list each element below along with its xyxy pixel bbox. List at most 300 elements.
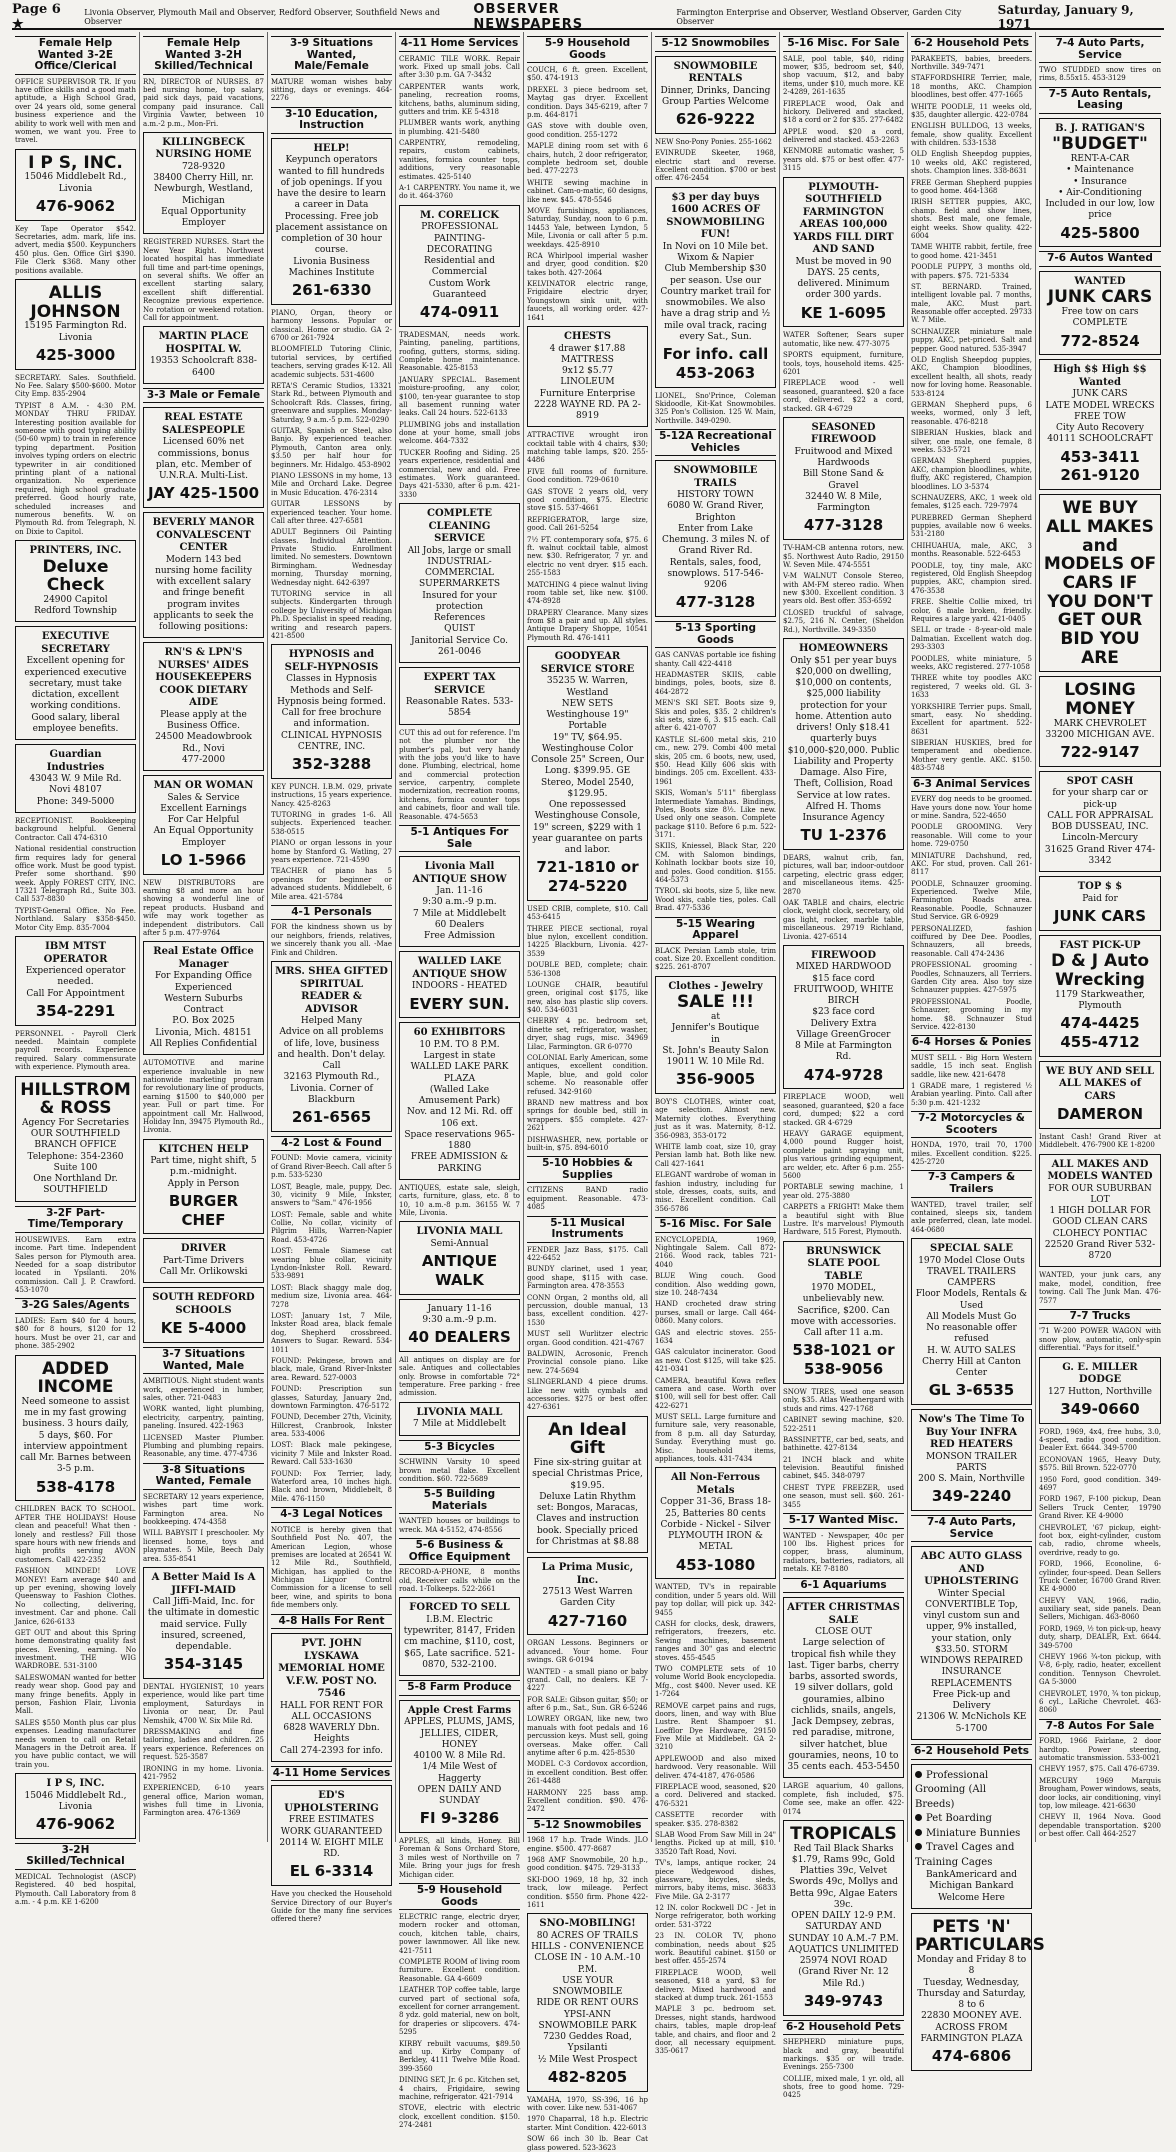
classified-ad: COUCH, 6 ft. green. Excellent, $50. 474-1913 [527,66,648,83]
classified-ad: NEW DISTRIBUTORS are earning $8 and more an hour showing a wonderful line of repeat products. Husband and wife may work together as independent distributors. Call after 5 p.m. 477-9764 [143,878,264,938]
display-ad-line: Only $51 per year buys $20,000 on dwelling, $10,000 on contents, $25,000 liability protection for your home. Attention auto drivers! Only $18.41 quarterly buys $10,000-$20,000. Public Liability and Property Damage. Also Fire, Theft, Collision, Road Service at low rates. [787,655,900,801]
classified-ad: YORKSHIRE Terrier pups. Small, smart, easy. No shedding. Excellent for apartment. 522-8631 [911,702,1032,736]
display-ad-subhead: HYPNOSIS and SELF-HYPNOSIS [284,649,379,673]
display-ad-line: CLOSE IN - 10 A.M.-10 P.M. [534,1953,641,1975]
classified-ad: SPORTS equipment, furniture, tools, toys, household items. 425-6201 [783,351,904,376]
display-ad-line: Free Pick-up and Delivery [932,1689,1011,1712]
classified-ad: POODLE PUPPY, 3 months old, with papers. $75. 721-5334 [911,263,1032,280]
classified-ad: FOR the kindness shown us by our neighbors, friends, relatives, we sincerely thank you all. -Mae Fink and Children. [271,923,392,957]
classified-ad: LOST, Beagle, male, puppy, Dec. 30, vicinity 9 Mile, Inkster, answers to "Sam." 476-1956 [271,1182,392,1208]
classified-ad: 1950 Ford, good condition. 349-4697 [1039,1475,1161,1492]
display-ad-line: FRUITWOOD, WHITE BIRCH [793,984,894,1007]
display-ad-line: Must be moved in 90 DAYS. 25 cents, delivered. Minimum order 300 yards. [795,256,892,301]
classified-ad: FORD, 1966 Fairlane, 2 door hardtop. Power steering, automatic transmission. 533-0021 [1039,1737,1161,1763]
classified-ad: SCHNAUZERS, AKC, 1 week old females, $125 each. 729-7974 [911,493,1032,511]
classified-ad: CHIHUAHUA, male, AKC, 3 months. Reasonable. 522-6453 [911,541,1032,559]
classified-ad: GAS and electric stoves. 255-1634 [655,1328,776,1345]
classified-ad: MUST SELL - Big Horn Western saddle, 15 inch seat. English saddle, like new. 421-6478 [911,1053,1032,1079]
display-ad-phone: JUNK CARS [1053,906,1147,925]
display-ad-line: Red Tail Black Sharks $1.79, Rams 99c, Gold Platties 39c, Velvet Swords 49c, Mollys and Betta 99c, Algae Eaters 39c. [789,1843,898,1910]
classified-ad: EVERY dog needs to be groomed. Have yours done now. Your home or mine. Sandra, 522-4650 [911,795,1032,820]
display-ad-line: 1179 Starkweather, Plymouth [1055,989,1145,1011]
classified-ad: GUITAR LESSONS by experienced teacher. Your home. Call after three. 427-6581 [271,500,392,525]
classified-ad: CABINET sewing machine, $20. 522-2511 [783,1416,904,1433]
display-ad-box [783,417,904,540]
classified-ad: LEATHER TOP coffee table, large curved part of sectional sofa, excellent for corner arrangement. 8 ydz. gold material, new on bolt, for draperies or slipcovers. 474-5295 [399,1986,520,2037]
display-ad-line: Insurance Agency [802,813,885,824]
display-ad-subhead: SOUTH REDFORD SCHOOLS [152,1292,255,1316]
display-ad-line: Janitorial Service Co. [411,635,508,646]
display-ad-phone: 427-7160 [547,1611,628,1630]
classified-ad: PIANO, Organ, theory or harmony lessons. Popular or classical. Home or studio. GA 2-6700 or 261-7924 [271,308,392,343]
classified-ad: TYPIST-General Office. No Fee. Northland. Salary $358-$450. Motor City Emp. 835-7004 [15,906,136,932]
classified-ad: LIONEL, Sno'Prince, Coleman Skidoodle, Kit-Kat Snowmobiles. 325 Pon's Collision. 125 W. Main, Northville. 349-0290. [655,391,776,425]
classified-ad: TUTORING service in all subjects. Kindergarten through college by University of Michigan Ph.D. Specialist in speed reading, writing and research papers. 421-8500 [271,590,392,640]
display-ad-phone: 354-3145 [163,1655,244,1674]
display-ad-box [655,976,776,1094]
classified-ad: THREE PIECE sectional, royal blue nylon, excellent condition. 14225 Blackburn, Livonia. 427-3539 [527,924,648,958]
classified-ad: SALE, pool table, $40, riding mower, $35, bedroom set, $40, shop vacuum, $12, and baby items, under $10, much more. KE 2-4289, 261-1635 [783,54,904,97]
display-ad-phone: BURGER CHEF [168,1191,239,1229]
classified-ad: RCA Whirlpool imperial washer and dryer, good condition. $20 takes both. 427-2064 [527,251,648,277]
classified-ad: MAPLE 3 pc. bedroom set. Dresses, night stands, hardwood chairs, tables, maple drop-leaf table, and chairs, and floor and 2 door, all necessary equipment. 335-0617 [655,2005,776,2056]
classified-ad: GERMAN Shepherd pups, 6 weeks, wormed, only 3 left, reasonable. 476-8218 [911,401,1032,426]
display-ad-box [15,279,136,370]
classified-ad: WHITE lamb coat, size 10, gray Persian lamb hat. Both like new. Call 427-1641 [655,1142,776,1168]
classified-ad: GERMAN Shepherd puppies, AKC, champion bloodlines, white, fluffy, AKC registered, Champion bloodlines. LO 3-5374 [911,457,1032,491]
display-ad-line: Alfred H. Thoms [806,801,881,812]
display-ad-subhead: Apple Crest Farms [407,1704,512,1716]
classified-ad: AMBITIOUS. Night student wants work, experienced in lumber, sales, other. 721-0483 [143,1377,264,1403]
classified-column [652,32,780,2056]
display-ad-phone: 261-6330 [291,281,372,300]
display-ad-line: Experienced [174,982,233,993]
display-ad-phone: 721-1810 or 274-5220 [536,858,639,896]
display-ad-box [399,1022,520,1180]
classified-ad: WANTED, travel trailer, self contained, sleeps six, tandem axle preferred, clean, late model. 464-0680 [911,1200,1032,1234]
publications-right: Farmington Enterprise and Observer, Westland Observer, Garden City Observer [676,8,962,26]
classified-ad: EXPERIENCED, 6-10 years general office, Marion woman, wishes full time in Livonia, Farmington area. 476-1369 [143,1784,264,1818]
display-ad-subhead: SNOWMOBILE RENTALS [673,60,758,85]
display-ad-line: Livonia Business Machines Institute [288,256,375,278]
classified-column [396,32,524,2130]
display-ad-line: Call For Appointment [26,988,125,999]
classified-ad: CHILDREN BACK TO SCHOOL. AFTER THE HOLIDAYS! House clean and peaceful! What then - lonely and restless? Fill those spare hours with new friends and high profits serving AVON customers. Call 422-2352 [15,1505,136,1564]
section-heading: 7-4 Auto Parts, Service [1039,36,1161,63]
section-heading: 5-16 Misc. For Sale [783,36,904,52]
classified-ad: REGISTERED NURSES. Start the New Year Right. Northwest located hospital has immediate full time and part-time openings, on several shifts. We offer an excellent starting salary, excellent shift differential. Recognize previous experience. No rotation or weekend rotation. Call for appointment. [143,238,264,322]
display-ad-box [399,951,520,1018]
display-ad-line: FREE ESTIMATES [288,1815,375,1826]
classified-ad: RN, DIRECTOR of NURSES. 87 bed nursing home, top salary, paid sick days, paid vacations, company paid insurance. Call Virginia Vawter, between 10 a.m.-2 p.m., Mon-Fri. [143,77,264,128]
display-ad-line: Semi-Annual [430,1238,489,1249]
display-ad-phone: 354-2291 [35,1001,116,1020]
display-ad-line: INDUSTRIAL-COMMERCIAL SUPERMARKETS [418,556,501,590]
classified-columns [12,32,1164,2152]
display-ad-subhead: RN'S & LPN'S NURSES' AIDES HOUSEKEEPERS COOK DIETARY AIDE [155,647,252,709]
classified-ad: LOST: Female Siamese cat wearing blue collar, vicinity Lyndon-Inkster Roll. Reward. 533-9891 [271,1247,392,1281]
classified-ad: BLACK Persian Lamb stole, trim coat. Size 20. Excellent condition. $225. 261-8707 [655,946,776,972]
display-ad-box [271,138,392,305]
display-ad-line: 728-9320 [181,161,226,172]
display-ad-line: MIXED HARDWOOD [795,962,892,973]
classified-ad: IRISH SETTER puppies, AKC, champ. field and show lines, shots. Best male, one female, eight weeks. Show quality. 422-6004 [911,198,1032,240]
display-ad-subhead: Real Estate Office Manager [153,946,254,970]
display-ad-subhead: AFTER CHRISTMAS SALE [787,1602,900,1626]
classified-ad: SKIIS, Kniessel, Black Star, 220 CM. with Salomon bindings, Kohlnath lockbar boots size 10, and poles. Good condition. $155. 464-5373 [655,842,776,885]
classified-ad: GAS calculator incinerator. Good as new. Cost $125, will take $25. 421-0341 [655,1348,776,1374]
classified-column [1036,32,1164,1842]
classified-ad: CLOSED truckful of salvage, $2.75, 216 N. Center, (Sheldon Rd.), Northville. 349-3350 [783,608,904,634]
display-ad-line: Call Mr. Orlikowski [159,1267,248,1278]
classified-ad: SECRETARY 12 years experience, wishes part time work. Farmington area. No bookkeeping. 474-4358 [143,1492,264,1527]
display-ad-box [399,856,520,947]
classified-ad: 7½ FT. contemporary sofa, $75. 6 ft. walnut cocktail table, almost new. $30. Refrigerator, 7 yr. and electric no vent dryer. $15 each. 255-1583 [527,535,648,578]
display-ad-phone: 40 DEALERS [408,1328,511,1347]
display-ad-subhead: MAN OR WOMAN [153,780,254,792]
classified-ad: FORD 1967, F-100 pickup, Dean Sellers Truck Center, 19790 Grand River. KE 4-9000 [1039,1495,1161,1521]
display-ad-subhead: Clothes - Jewelry [668,980,763,992]
display-ad-line: Advice on all problems of life, love, business and health. Don't delay. Call [277,1027,386,1072]
classified-ad: WILL BABYSIT I preschooler. My licensed home, toys and playmates. 5 Mile, Beech Daly area. 535-8541 [143,1529,264,1563]
display-ad-phone: 626-9222 [675,110,756,129]
display-ad-headline: JUNK CARS [1047,287,1153,308]
classified-ad: FOUND, December 27th, Vicinity, Hillcrest, Cranbrook, Inkster area. 533-4006 [271,1413,392,1439]
display-ad-line: Lincoln-Mercury [1062,833,1138,844]
classified-ad: CHEVROLET, '67 pickup, eight-foot box, eight-cylinder, custom cab, radio, chrome wheels, overdrive, ready to go. [1039,1523,1161,1557]
display-ad-line: • Maintenance [1066,165,1134,176]
display-ad-line: • Insurance [1073,176,1127,187]
display-ad-line: Residential and Commercial [423,256,495,278]
classified-ad: TRADESMAN, needs work. Painting, paneling, partitions, roofing, gutters, storms, siding. Complete home maintenance. Reasonable. 425-8153 [399,330,520,373]
display-ad-phone: 482-8205 [547,2067,628,2086]
display-ad-line: OPEN DAILY 12-9 P.M. [791,1911,896,1922]
display-ad-line: QUIST [444,624,475,635]
display-ad-line: at [711,1012,720,1023]
classified-ad: NOTICE is hereby given that Southfield Post No. 407, the American Legion, whose premises are located at 26541 W. 12 Mile Rd., Southfield, Michigan, has applied to the Michigan Liquor Control Commission for a license to sell beer, wine, and spirits to bona fide members only. [271,1525,392,1610]
display-ad-phone: 453-3411 261-9120 [1060,447,1140,485]
display-ad-box [783,177,904,328]
display-ad-line: LINOLEUM [560,377,615,388]
bullet-icon [915,1829,922,1836]
classified-ad: FIREPLACE WOOD, well seasoned, $18 a yard, $3 for delivery. Mixed hardwood and stacked at dump truck. 261-1553 [655,1968,776,2002]
display-ad-line: Club Membership $30 per season. Use our Country market trail for snowmobiles. We also have a drag strip and ½ mile oval track, racing every Sat., Sun. [660,264,771,342]
classified-ad: LOST: Black shaggy male dog, medium size, Livonia area. 464-7278 [271,1283,392,1309]
pets-service-item: Pet Boarding [915,1812,1028,1827]
section-heading: 3-2G Sales/Agents [15,1298,136,1314]
section-heading: 6-2 Household Pets [911,1744,1032,1760]
classified-ad: A-1 CARPENTRY. You name it, we do it. 464-3760 [399,184,520,201]
display-ad-box [15,149,136,221]
display-ad-line: 2228 WAYNE RD. PA 2-8919 [534,399,641,422]
display-ad-box [399,667,520,725]
classified-ad: SKI-DOO 1969, 18 hp, 32 inch track, low mileage. Perfect condition. $550 firm. Phone 422-1611 [527,1875,648,1910]
display-ad-line: CLOSE OUT [815,1627,872,1638]
classified-ad: AUTOMOTIVE and marine experience invaluable in new nationwide marketing program for revolutionary line of products, earning $1500 to $40,000 per year. Full or part time. For appointment call Mr. Hallwood, Holiday Inn, 39475 Plymouth Rd., Livonia. [143,1059,264,1135]
display-ad-line: Agency For Secretaries [22,1117,129,1128]
classified-ad: DREXEL 3 piece bedroom set, Maytag gas dryer. Excellent condition. Days 345-6219, after 7 p.m. 464-8171 [527,85,648,120]
classified-ad: COLONIAL Early American, some antiques, excellent condition. Maple, blue, and gold color scheme. No reasonable offer refused. 342-9160 [527,1054,648,1096]
display-ad-line: 40111 SCHOOLCRAFT [1047,434,1153,445]
display-ad-line: P.O. Box 2025 [172,1016,235,1027]
publications-left: Livonia Observer, Plymouth Mail and Observer, Redford Observer, Southfield News and Observer [84,8,441,26]
display-ad-line: Tuesday, Wednesday, Thursday and Saturday, 8 to 6 [917,1977,1026,2011]
classified-ad: MODEL C-3 Cordovox accordion, in excellent condition. Best offer. 261-4488 [527,1760,648,1786]
classified-ad: SELL or trade - 8-year-old male Dalmatian. Excellent watch dog. 293-3303 [911,626,1032,652]
display-ad-box [399,1402,520,1436]
display-ad-line: AQUATICS UNLIMITED [788,1944,899,1955]
classified-ad: MEDICAL Technologist (ASCP) Registered. 40 bed hospital, Plymouth. Call Laboratory from 8 a.m. - 4 p.m. KE 1-6200 [15,1873,136,1907]
classified-ad: EVINRUDE Skeeter, 1968, electric start and reverse. Excellent condition. $700 or best offer. 476-2454 [655,149,776,183]
display-ad-line: $23 face cord [812,1007,875,1018]
display-ad-box [1039,935,1161,1057]
display-ad-box [1039,876,1161,931]
display-ad-subhead: FORCED TO SELL [409,1602,510,1614]
display-ad-subhead: All Non-Ferrous Metals [670,1472,761,1496]
display-ad-box [15,936,136,1026]
classified-ad: COLLIE, mixed male, 1 yr. old, all shots, free to good home. 729-0425 [783,2074,904,2100]
display-ad-subhead: PLYMOUTH-SOUTHFIELD FARMINGTON AREAS 100,000 YARDS FILL DIRT AND SAND [793,181,894,256]
section-heading: 5-8 Farm Produce [399,1680,520,1696]
classified-ad: PERSONALIZED, fashion coiffured by Dee Dee. Poodles, Schnauzers, all breeds, reasonable. Call 474-2436 [911,924,1032,958]
classified-ad: ST. BERNARD. Trained, intelligent lovable pal. 7 months, male, AKC. Must part. Reasonable offer accepted. 29733 W. 7 Mile. [911,282,1032,325]
classified-ad: OAK TABLE and chairs, electric clock, weight clock, secretary, old gas light, rocker, marble table, miscellaneous. 29719 Richland, Livonia. 427-6514 [783,899,904,941]
display-ad-line: 24500 Meadowbrook Rd., Novi [155,732,252,754]
classified-ad: CHEVROLET, 1970, ¾ ton pickup, 6 cyl., LaRiche Chevrolet. 463-8060 [1039,1689,1161,1715]
display-ad-subhead: TOP $ $ [1077,881,1123,893]
display-ad-box [527,1416,648,1553]
classified-ad: PROFESSIONAL Poodle, Schnauzer, grooming in my home. $8. Schnauzer Stud Service. 422-8130 [911,997,1032,1031]
classified-ad: ENGLISH BULLDOG, 13 weeks, female, show quality. Excellent with children. 533-1538 [911,122,1032,148]
classified-ad: GAS stove with double oven, good condition. 255-1272 [527,122,648,139]
display-ad-line: CLINICAL HYPNOSIS CENTRE, INC. [280,730,383,752]
section-heading: 3-7 Situations Wanted, Male [143,1347,264,1374]
display-ad-line: Call 274-2393 for info. [280,1745,383,1756]
display-ad-box [911,1238,1032,1405]
pets-tagline: BankAmericard and Michigan Bankard Welcome Here [925,1870,1018,1903]
classified-ad: CHEVY 1966 ¾-ton pickup, with V-8, 6-ply, radio, heater, excellent condition. Tennyson Chevrolet. GA 5-3000 [1039,1653,1161,1687]
classified-ad: DENTAL HYGIENIST, 10 years experience, would like part time employment, Saturdays in Livonia or near, Dr. Paul Nemshik, 4700 W. Six Mile Rd. [143,1683,264,1725]
section-heading: 3-8 Situations Wanted, Female [143,1463,264,1490]
classified-ad: TYPIST 8 A.M. - 4:30 P.M. MONDAY THRU FRIDAY. Interesting position available for someone with good typing ability (50-60 wpm) to train in reference typing department. Position involves typing orders on electric typewriter in air conditioned printing plant of a national organization. No experience required, high school graduate preferred. Good hourly rate, scheduled increases and numerous benefits. W. on Plymouth Rd. from Telegraph, N. on Dixie to Capitol. [15,401,136,536]
display-ad-headline: I P S, INC. [28,152,123,173]
display-ad-line: ACROSS FROM FARMINGTON PLAZA [920,2022,1023,2044]
section-heading: 6-2 Household Pets [911,36,1032,52]
display-ad-line: TRAVEL TRAILERS [926,1266,1017,1277]
classified-ad: ORGAN Lessons. Beginners or advanced. Your home. Four swings. GR 6-0194 [527,1639,648,1665]
display-ad-line: Excellent Earnings [160,803,247,814]
display-ad-phone: 261-6565 [291,1108,372,1127]
classified-ad: TV-HAM-CB antenna rotors, new. $5. Northwest Auto Radio, 29150 W. Seven Mile. 474-5551 [783,544,904,569]
classified-ad: MATCHING 4 piece walnut living room table set, like new. $100. 474-8928 [527,580,648,606]
section-heading: 5-17 Wanted Misc. [783,1513,904,1529]
classified-ad: PORTABLE sewing machine, 1 year old. 275-3880 [783,1183,904,1200]
display-ad-line: Please apply at the Business Office. [160,709,247,732]
section-heading: 4-11 Home Services [399,36,520,52]
classified-ad: PIANO LESSONS in my home, 13 Mile and Orchard Lake. Degree in Music Education. 476-2314 [271,471,392,497]
classified-ad: OFFICE SUPERVISOR TR. If you have office skills and a good math aptitude, a High School Grad, over 24 years old, some general business experience and the ability to work well with men and women, we want you. Free to travel. [15,77,136,145]
classified-column [524,32,652,2152]
display-ad-line: PLYMOUTH IRON & METAL [668,1531,763,1553]
display-ad-box [655,187,776,388]
display-ad-line: Rentals, sales, food, snowplows. 517-546-9206 [667,557,764,591]
display-ad-phone: EL 6-3314 [289,1862,374,1881]
display-ad-box [143,512,264,638]
section-heading: 3-3 Male or Female [143,388,264,404]
classified-ad: FREE German Shepherd puppies to good home. 464-1368 [911,178,1032,196]
display-ad-line: 19011 W. 10 Mile Rd. [666,1057,765,1068]
display-ad-line: Classes in Hypnosis Methods and Self-Hypnosis being formed. Call for free brochure and information. [277,674,386,730]
display-ad-headline: Deluxe Check [42,556,109,596]
display-ad-box [1039,359,1161,490]
classified-ad: FORD, 1969, ½ ton pick-up, heavy duty, sharp, DEALER, Ext. 6644. 349-5700 [1039,1624,1162,1650]
display-ad-line: Delivery Extra [810,1018,877,1029]
display-ad-line: Fruitwood and Mixed Hardwoods [794,446,893,469]
classified-ad: FREE. Sheltie Collie mixed, tri color, 6 male broken, friendly. Requires a large yard. 421-0405 [911,598,1032,623]
section-heading: 3-2F Part-Time/Temporary [15,1206,136,1233]
classified-ad: MUST sell Wurlitzer electric organ. Good condition. 421-4767 [527,1330,648,1347]
display-ad-line: FREE ADMISSION & PARKING [410,1152,509,1174]
display-ad-line: Largest in state [423,1051,496,1062]
display-ad-line: Licensed 60% net commissions, bonus plan, etc. Member of U.N.R.A. Multi-List. [155,437,252,482]
classified-ad: MINIATURE Dachshund, red, AKC. For stud, proven. Call 261-8117 [911,851,1032,877]
classified-ad: MATURE woman wishes baby sitting, days or evenings. 464-2276 [271,77,392,103]
display-ad-subhead: La Prima Music, Inc. [541,1562,634,1586]
display-ad-box [15,1076,136,1202]
section-heading: 4-8 Halls For Rent [271,1614,392,1630]
section-heading: 5-9 Household Goods [527,36,648,63]
section-heading: 7-5 Auto Rentals, Leasing [1039,87,1161,114]
classified-ad: LOWREY ORGAN, like new, two manuals with foot pedals and 16 percussion keys. Must sell, going overseas. Make offer. Call anytime after 6 p.m. 425-8530 [527,1715,648,1758]
classified-ad: USED CRIB, complete, $10. Call 453-6415 [527,904,648,922]
classified-ad: 1968 17 h.p. Trade Winds. JLO engine. $500. 477-8687 [527,1836,648,1853]
display-ad-subhead: G. E. MILLER DODGE [1062,1361,1138,1386]
classified-ad: PIANO or organ lessons in your home by Stanford G. Watling, 27 years experience. 721-4590 [271,839,392,864]
classified-ad: DRAPERY Clearance. Many sizes from $8 a pair and up. All styles. Antique Drapery Shoppe, 10541 Plymouth Rd. 476-1411 [527,608,648,642]
display-ad-box [143,132,264,235]
classified-ad: SHEPHERD miniature pups, black and gray, beautiful markings. $35 or will trade. Evenings. 255-7300 [783,2038,904,2072]
display-ad-subhead: Livonia Mall ANTIQUE SHOW [412,861,507,885]
pets-service-item: Travel Cages and Training Cages [915,1842,1015,1868]
display-ad-subhead: FAST PICK-UP [1059,939,1141,951]
display-ad-line: City Auto Recovery [1056,423,1144,434]
display-ad-phone: 352-3288 [291,755,372,774]
display-ad-box [271,1785,392,1886]
display-ad-line: Jan. 11-16 [436,886,483,897]
classified-ad: KENMORE automatic washer, 5 years old. $75 or best offer. 477-3115 [783,147,904,173]
classified-ad: STAFFORDSHIRE Terrier, male, 18 months, AKC. Champion bloodlines, best offer. 477-1665 [911,74,1032,100]
display-ad-line: Jennifer's Boutique [671,1023,760,1034]
display-ad-line: 25974 NOVI ROAD [799,1956,888,1967]
display-ad-phone: 349-0660 [1060,1399,1140,1418]
display-ad-line: Part time, night shift, 5 p.m.-midnight. [150,1156,257,1178]
display-ad-line: Included in our low, low price [1045,199,1155,221]
classified-ad: REMOVE carpet pains and rugs, doors, linen, and way with Blue Lustre. Rent Shampoer $1. Loefflor Dye Hardware, 29150 Five Mile at Middlebelt. GA 2-3210 [655,1701,776,1752]
classified-ad: HEADMASTER SKIIS, cable bindings, poles, boots, size 8. 464-2872 [655,671,776,696]
section-heading: 5-15 Wearing Apparel [655,917,776,944]
classified-ad: RECEPTIONIST. Bookkeeping background helpful. General Contractor. Call 474-6310 [15,816,136,842]
display-ad-line: Nov. and 12 Mi. Rd. off 106 ext. [406,1107,513,1129]
display-ad-subhead: HELP! [313,142,350,154]
page-header [12,2,1164,32]
display-ad-line: Garden City [559,1598,616,1609]
display-ad-subhead: WE BUY AND SELL ALL MAKES of CARS [1045,1065,1155,1102]
display-ad-box [15,540,136,622]
display-ad-box [143,407,264,508]
display-ad-line: Group Parties Welcome [662,96,769,107]
display-ad-phone: 349-9743 [803,1991,884,2010]
display-ad-line: 4 drawer $17.88 [549,343,626,354]
display-ad-box [527,646,648,901]
display-ad-line: Keypunch operators wanted to fill hundreds of job openings. If you have the desire to learn a career in Data Processing. Free job placement assistance on completion of 30 hour course. [275,155,388,256]
display-ad-phone: 474-0911 [419,303,500,322]
display-ad-line: 19353 Schoolcraft 838-6400 [150,356,257,378]
display-ad-line: 40100 W. 8 Mile Rd. [413,1751,506,1762]
classified-ad: HAND crocheted draw string purses, small or large. Call 464-0860. Many colors. [655,1300,776,1326]
classified-ad: SNOW TIRES, used one season only, $35. Atlas Weathergard with studs and rims. 427-1768 [783,1387,904,1413]
display-ad-line: Westinghouse 19" Portable [546,710,629,732]
section-heading: 4-1 Personals [271,905,392,921]
classified-ad: DINING SET, Jr. 6 pc. Kitchen set, 4 chairs, Frigidaire, sewing machine, refrigerator. 421-7914 [399,2076,520,2101]
display-ad-line: HALL FOR RENT FOR ALL OCCASIONS [280,1700,383,1722]
classified-ad: ANTIQUES, estate sale, sleigh, carts, furniture, glass, etc. 8 to 10, 10 a.m.-8 p.m. 36155 W. 7 Mile, Livonia. [399,1183,520,1218]
section-heading: 5-1 Antiques For Sale [399,825,520,852]
classified-ad: KIRBY rebuilt vacuums, $89.50 and up. Kirby Company of Berkley, 4111 Twelve Mile Road. 399-3560 [399,2039,520,2073]
display-ad-headline: SALE !!! [676,992,755,1013]
display-ad-subhead: LIVONIA MALL [416,1226,503,1238]
pets-services-list [915,1769,1028,1871]
bullet-icon [915,1771,922,1778]
classified-ad: V-M WALNUT Console Stereo, with AM-FM stereo radio. When new $300. Excellent condition. 3 years old. Best offer. 353-6592 [783,572,904,606]
display-ad-box [911,1546,1032,1740]
classified-ad: TUTORING in grades 1-6. All subjects. Experienced teacher. 538-0515 [271,811,392,836]
display-ad-box [655,56,776,134]
display-ad-subhead: HOMEOWNERS [798,643,889,655]
classified-ad: DOUBLE BED, complete; chair. 536-1308 [527,961,648,978]
display-ad-line: Dinner, Drinks, Dancing [660,85,771,96]
classified-ad: ELEGANT wardrobe of woman in fashion industry, including fur stole, dresses, coats, suits, and misc. Excellent condition. Call 356-5786 [655,1171,776,1213]
display-ad-line: Free tow on cars COMPLETE [1061,307,1139,329]
display-ad-line: 6828 WAVERLY Dbn. Heights [283,1723,380,1745]
display-ad-phone: For info. call 453-2063 [662,345,769,382]
classified-ad: FOUND: Pekingese, brown and black, male, Grand River-Inkster area. Reward. 527-0003 [271,1356,392,1382]
display-ad-line: 1/4 Mile West of Haggerty [422,1762,497,1784]
classified-ad: FIREPLACE wood, seasoned, $20 a cord. Delivered and stacked. 476-5321 [655,1783,776,1808]
classified-ad: 12 IN. color Rockwell DC - Jet in Norge refrigerator, both working order. 531-3722 [655,1904,776,1929]
classified-ad: NEW Sno-Pony Ponies. 255-1662 [655,137,772,146]
classified-ad: GAS CANVAS portable ice fishing shanty. Call 422-4418 [655,651,776,668]
classified-ad: LADIES: Earn $40 for 4 hours, $80 for 8 hours, $120 for 12 hours. Must be over 21, car and phone. 385-2902 [15,1317,136,1351]
display-ad-line: Village GreenGrocer [796,1029,891,1040]
section-heading: 5-13 Sporting Goods [655,621,776,648]
display-ad-line: 20114 W. EIGHT MILE RD. [279,1837,384,1860]
display-ad-box [1039,271,1161,355]
display-ad-headline: WE BUY ALL MAKES and MODELS OF CARS IF YOU DON'T GET OUR BID YOU ARE [1043,498,1157,668]
classified-ad: TWO STUDDED snow tires on rims, 8.55x15. 453-3129 [1039,66,1161,83]
display-ad-headline: "BUDGET" [1052,134,1148,155]
display-ad-subhead: MRS. SHEA GIFTED SPIRITUAL READER & ADVISOR [275,966,388,1015]
display-ad-box [527,1913,648,2091]
display-ad-line: 19" TV, $64.95. Westinghouse Color Console 25" Screen, Our Long. $399.95. GE Stereo, Model 2540, $129.95. [531,732,644,799]
display-ad-subhead: $3 per day buys 1600 ACRES OF SNOWMOBILING FUN! [666,191,765,241]
display-ad-subhead: GOODYEAR SERVICE STORE [540,651,635,675]
classified-ad: CITIZENS BAND radio equipment. Reasonable. 473-4085 [527,1186,648,1212]
display-ad-line: USE YOUR SNOWMOBILE [552,1975,623,1998]
display-ad-line: One Northland Dr. [33,1174,118,1185]
display-ad-box [399,503,520,663]
classified-ad: CASH for clocks, desk, drawers, refrigerators, freezers, etc. Sewing machines, basement ranges and 30" gas and electric stoves. 455-4545 [655,1619,776,1662]
section-heading: Female Help Wanted 3-2H Skilled/Technical [143,36,264,75]
